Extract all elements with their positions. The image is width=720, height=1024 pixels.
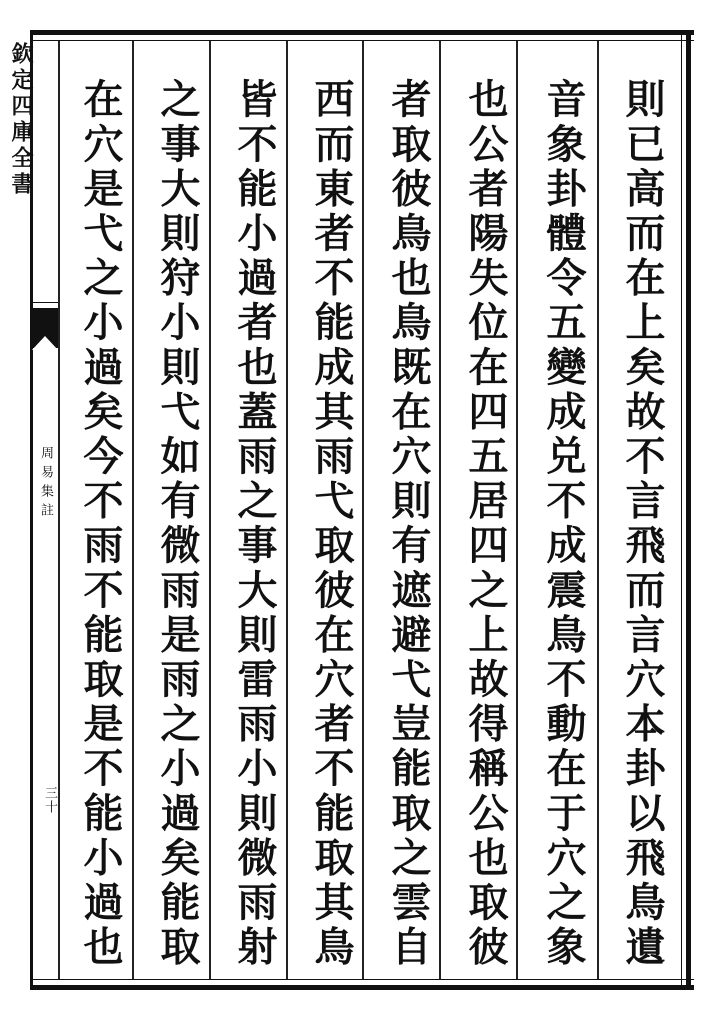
text-column-6: 皆不能小過者也蓋雨之事大則雷雨小則微雨射 <box>231 78 278 970</box>
book-title: 周易集註 <box>38 446 53 522</box>
column-rule <box>362 41 364 979</box>
text-column-7: 之事大則狩小則弋如有微雨是雨之小過矣能取 <box>154 78 201 970</box>
text-column-5: 西而東者不能成其雨弋取彼在穴者不能取其鳥 <box>308 78 355 970</box>
frame-bottom-border <box>30 985 694 990</box>
column-rule <box>132 41 134 979</box>
series-title: 欽定四庫全書 <box>8 42 34 198</box>
frame-bottom-inner-line <box>30 979 694 980</box>
frame-right-border <box>686 30 691 990</box>
frame-top-border <box>30 30 694 35</box>
text-column-4: 者取彼鳥也鳥既在穴則有遮避弋豈能取之雲自 <box>385 78 432 970</box>
text-column-1: 則已高而在上矣故不言飛而言穴本卦以飛鳥遺 <box>619 78 666 970</box>
frame-right-inner-line <box>681 30 682 990</box>
fish-tail-line <box>32 302 58 303</box>
text-column-2: 音象卦體令五變成兑不成震鳥不動在于穴之象 <box>540 78 587 970</box>
column-rule <box>516 41 518 979</box>
fish-tail-notch <box>32 336 58 350</box>
column-rule <box>286 41 288 979</box>
text-column-3: 也公者陽失位在四五居四之上故得稱公也取彼 <box>462 78 509 970</box>
column-rule <box>439 41 441 979</box>
column-rule <box>209 41 211 979</box>
column-rule <box>597 41 599 979</box>
page-number: 三十 <box>42 786 57 814</box>
column-rule <box>58 41 60 979</box>
text-column-8: 在穴是弋之小過矣今不雨不能取是不能小過也 <box>77 78 124 970</box>
